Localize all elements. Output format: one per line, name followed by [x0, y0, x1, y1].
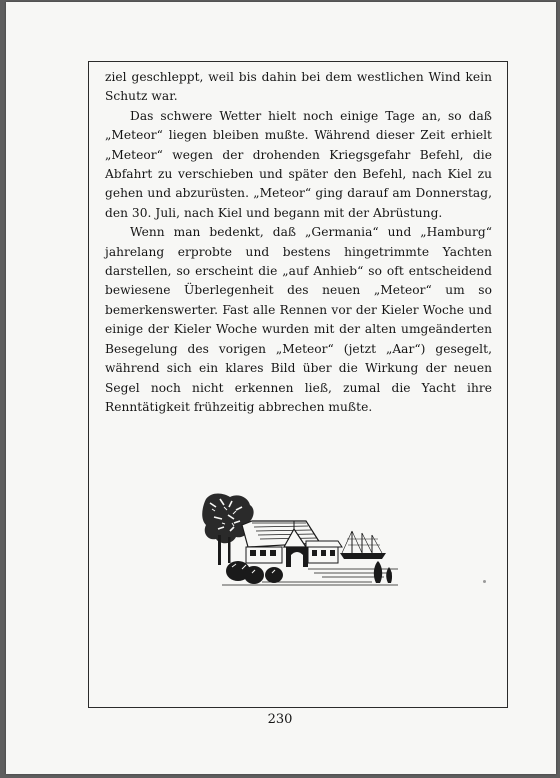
page-number: 230 — [267, 712, 293, 727]
body-text — [105, 68, 492, 417]
paragraph-3: Wenn man bedenkt, daß „Germania“ und „Hamburg“ jahrelang erprobte und bestens hingetrimmte Yachten darstellen, so erscheint die „auf Anhieb“ so oft entscheidend bewiesene Überlegenheit des neuen „Meteor“ um so bemerkenswerter. Fast alle Rennen vor der Kieler Woche und einige der Kieler Woche wurden mit der alten umgeänderten Besegelung des vorigen „Meteor“ (jetzt „Aar“) gesegelt, während sich ein klares Bild über die Wirkung der neuen Segel noch nicht erkennen ließ, zumal die Yacht ihre Renntätigkeit frühzeitig abbrechen mußte. — [105, 225, 492, 414]
harbor-boathouse-vignette-icon — [202, 491, 400, 589]
page-sheet — [6, 2, 556, 774]
paper-speck — [483, 580, 486, 583]
paragraph-2: Das schwere Wetter hielt noch einige Tage an, so daß „Meteor“ liegen bleiben mußte. Während dieser Zeit erhielt „Meteor“ wegen der drohenden Kriegsgefahr Befehl, die Abfahrt zu verschieben und später den Befehl, nach Kiel zu gehen und abzurüsten. „Meteor“ ging darauf am Donnerstag, den 30. Juli, nach Kiel und begann mit der Abrüstung. — [105, 108, 492, 220]
paragraph-1: ziel geschleppt, weil bis dahin bei dem westlichen Wind kein Schutz war. — [105, 70, 492, 104]
